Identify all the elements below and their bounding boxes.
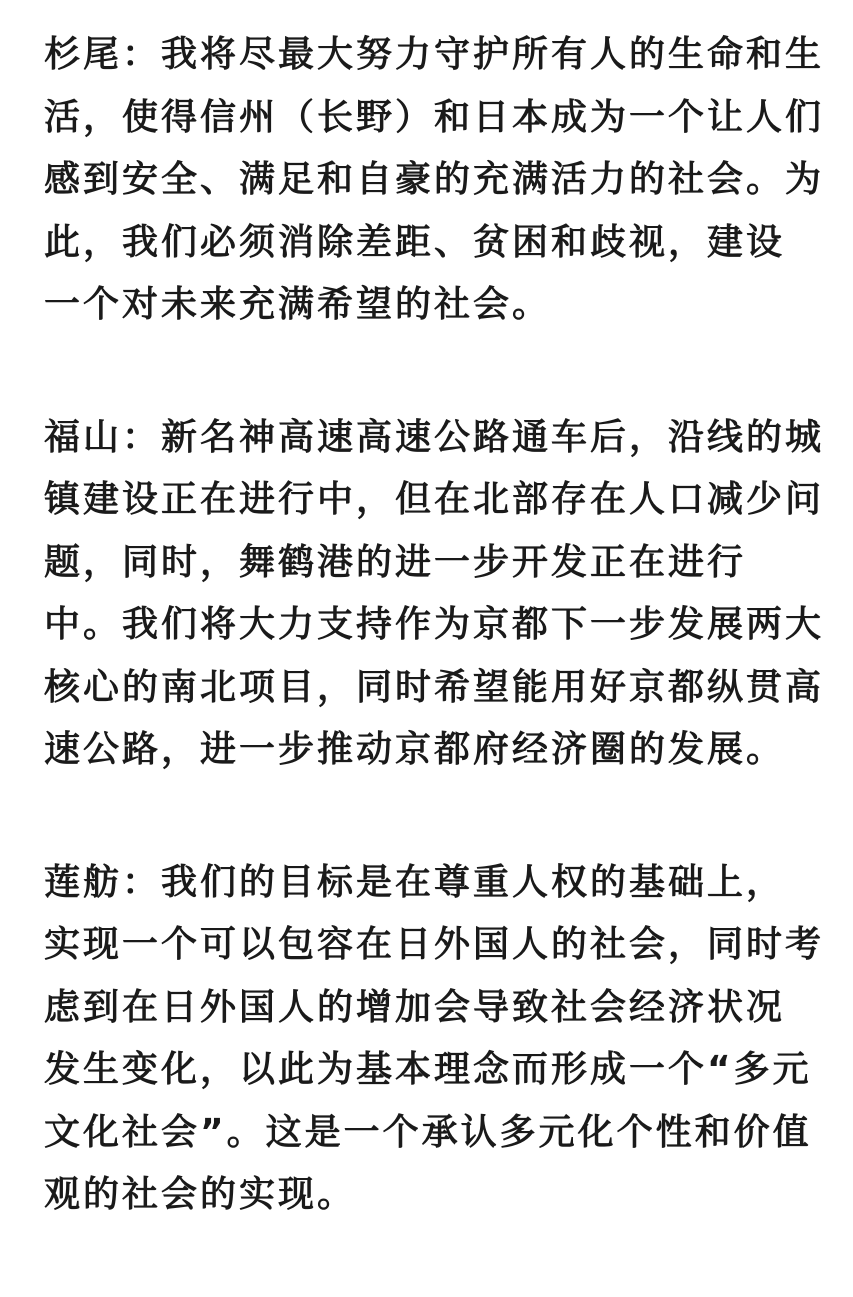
paragraph-fukuyama (44, 407, 824, 782)
text-line: 发生变化，以此为基本理念而形成一个“多元 (44, 1049, 812, 1090)
text-line: 核心的南北项目，同时希望能用好京都纵贯高 (44, 666, 825, 708)
text-line: 镇建设正在进行中，但在北部存在人口减少问 (44, 479, 825, 520)
text-line: 活，使得信州（长野）和日本成为一个让人们 (44, 96, 825, 138)
paragraph-sugio (44, 24, 824, 337)
text-line: 莲舫：我们的目标是在尊重人权的基础上， (44, 861, 786, 903)
text-line: 中。我们将大力支持作为京都下一步发展两大 (44, 604, 825, 645)
text-line: 题，同时，舞鹤港的进一步开发正在进行 (44, 541, 747, 583)
text-line: 观的社会的实现。 (44, 1174, 357, 1215)
text-line: 此，我们必须消除差距、贫困和歧视，建设 (44, 221, 786, 263)
text-line: 虑到在日外国人的增加会导致社会经济状况 (44, 986, 786, 1028)
text-line: 文化社会”。这是一个承认多元化个性和价值 (44, 1111, 812, 1153)
text-line: 福山：新名神高速高速公路通车后，沿线的城 (44, 416, 825, 458)
text-line: 杉尾：我将尽最大努力守护所有人的生命和生 (44, 34, 825, 75)
text-line: 速公路，进一步推动京都府经济圈的发展。 (44, 729, 786, 770)
text-line: 实现一个可以包容在日外国人的社会，同时考 (44, 924, 825, 965)
text-line: 感到安全、满足和自豪的充满活力的社会。为 (44, 159, 825, 200)
paragraph-renho (44, 852, 824, 1227)
article-body (44, 24, 824, 1297)
text-line: 一个对未来充满希望的社会。 (44, 284, 552, 325)
